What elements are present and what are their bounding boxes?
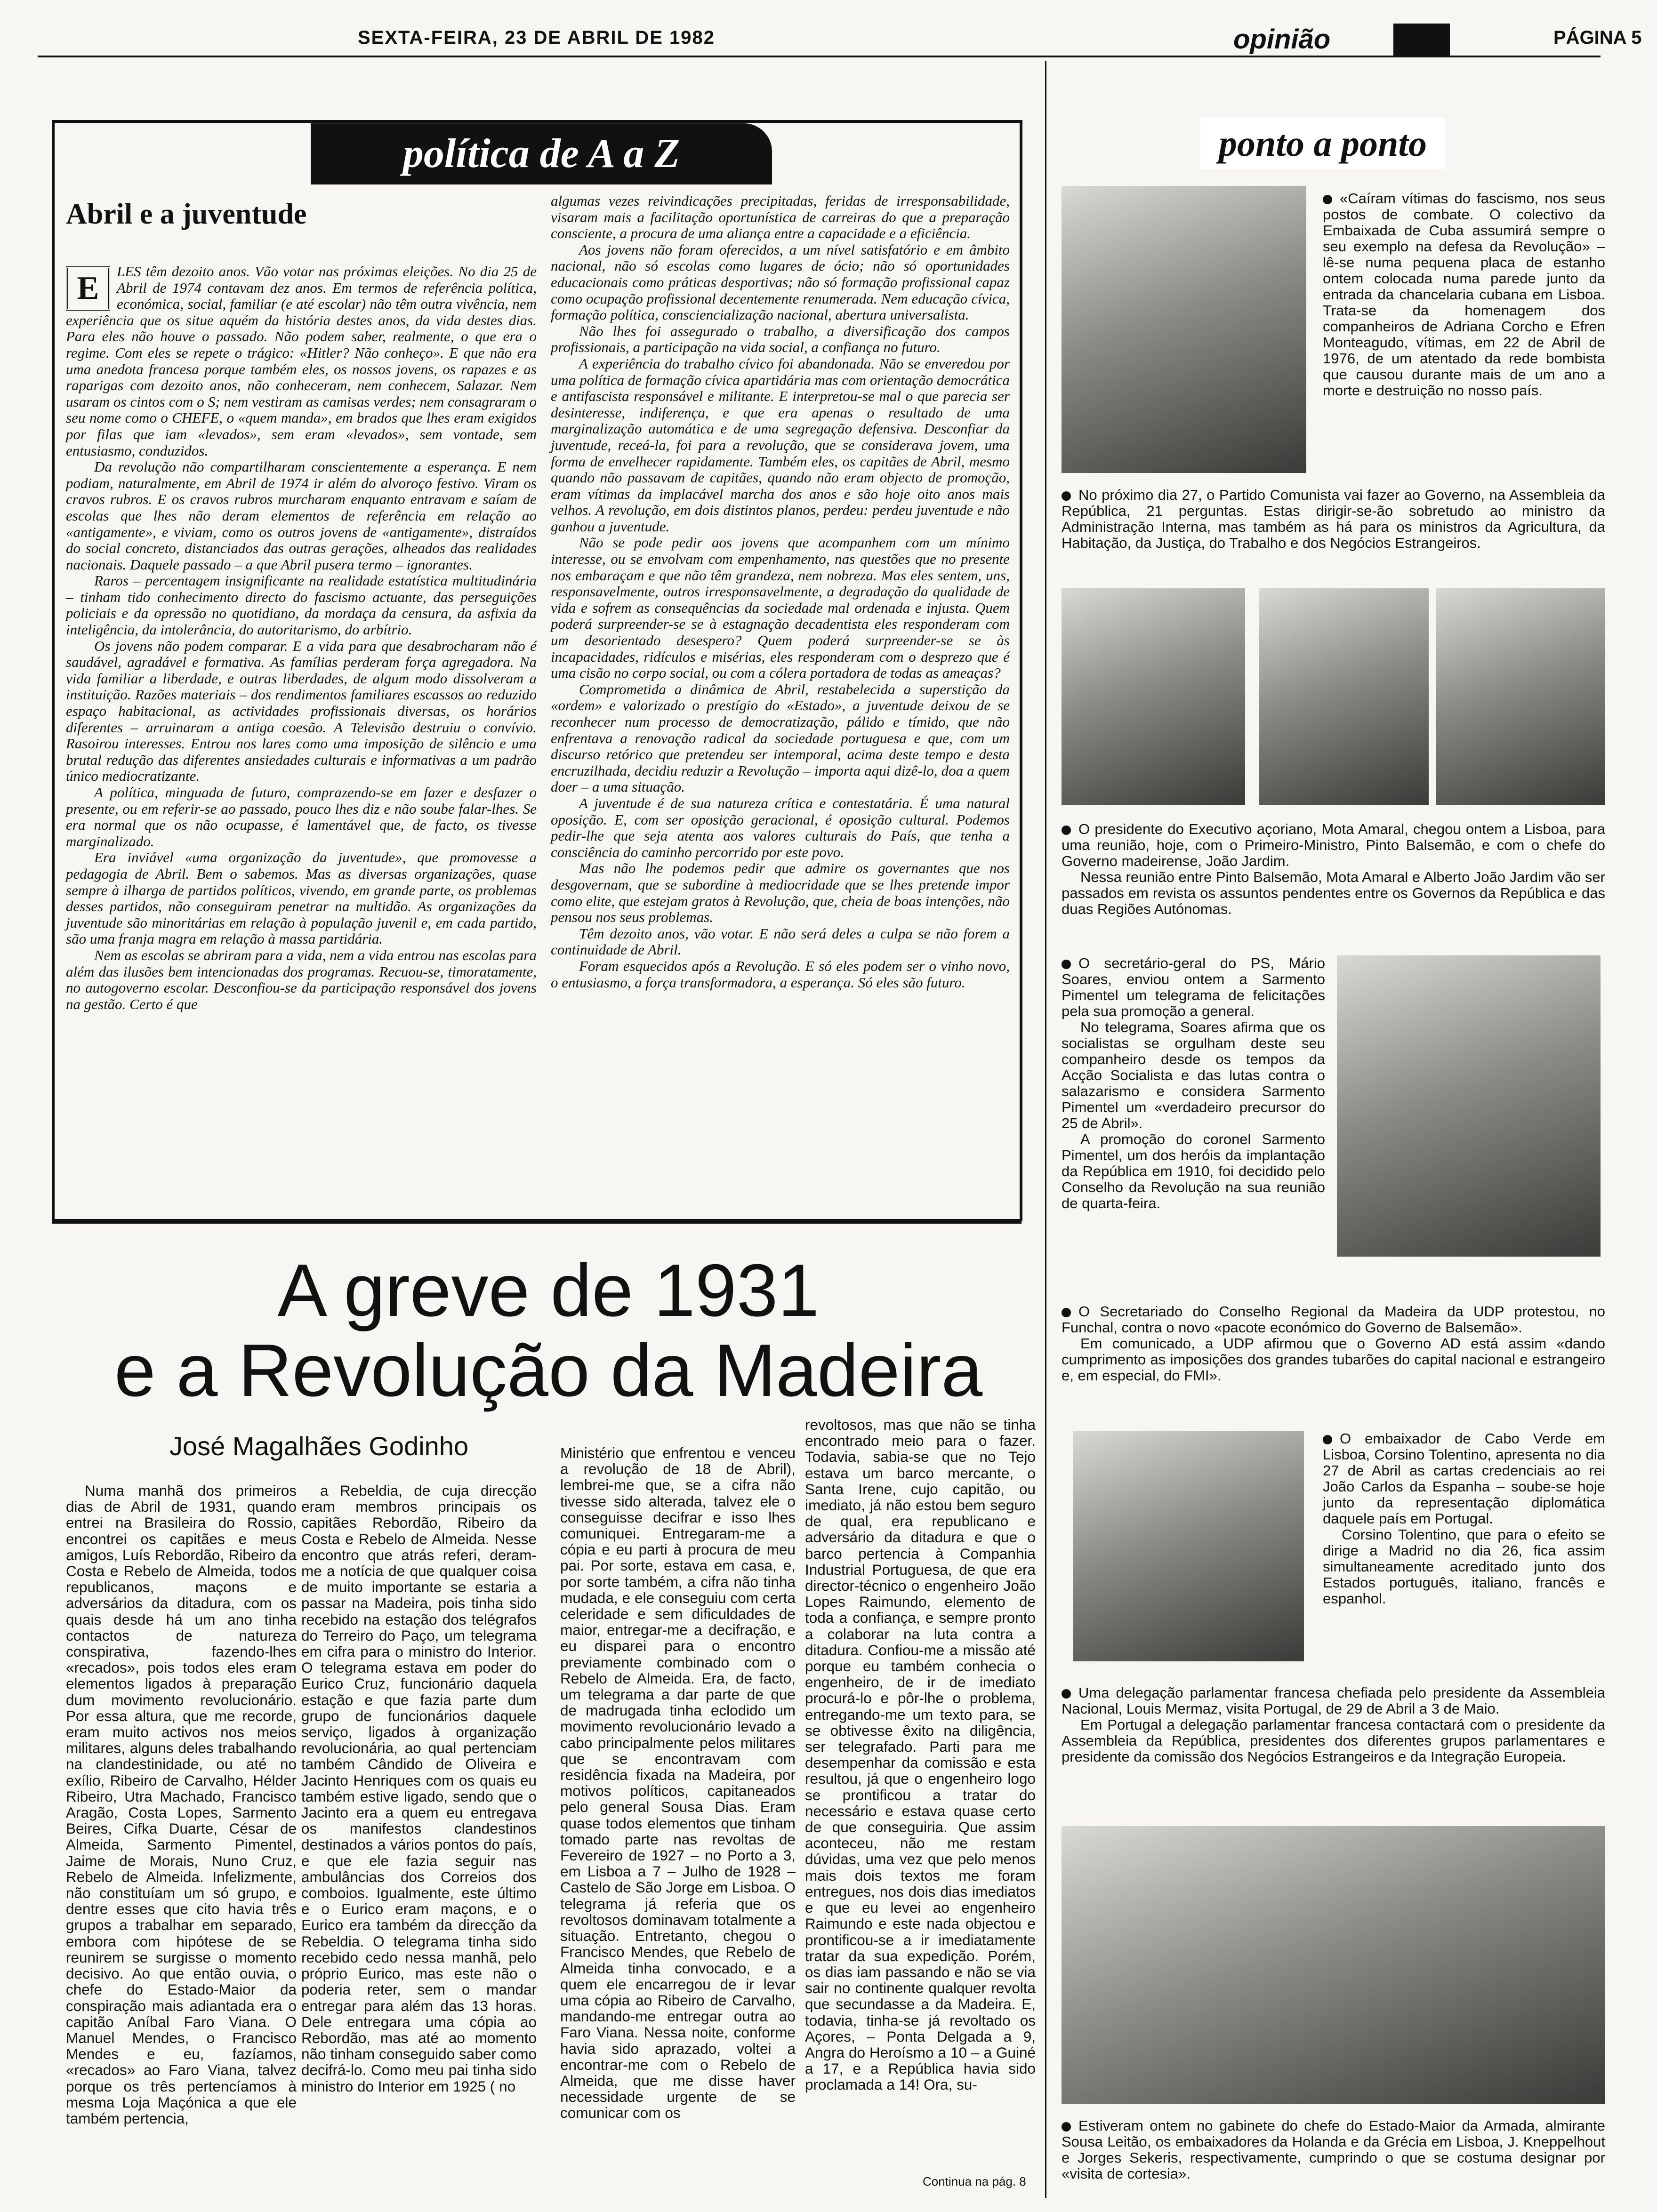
politica-banner: política de A a Z	[311, 123, 772, 184]
bottom-column-2: a Rebeldia, de cuja direcção eram membros principais os capitães Rebordão, Ribeiro da Costa e Rebelo de Almeida. Nesse encontro que atrás referi, deram-me a notícia de que qualquer coisa de muito importante se estaria a passar na Madeira, pois tinha sido recebido na estação dos telégrafos do Terreiro do Paço, um telegrama em cifra para o ministro do Interior. O telegrama estava em poder do Eurico Cruz, funcionário daquela estação e que fazia parte dum grupo de funcionários daquele serviço, ligados à organização revolucionária, ao qual pertenciam também Cândido de Oliveira e Jacinto Henriques com os quais eu também estive ligado, sendo que o Jacinto era a quem eu entregava os manifestos clandestinos destinados a vários pontos do país, e que ele fazia seguir nas ambulâncias dos Correios dos comboios. Igualmente, este último e o Eurico eram maçons, e o Eurico era também da direcção da Rebeldia. O telegrama tinha sido recebido cedo nessa manhã, pelo próprio Eurico, mas este não o poderia reter, sem o mandar entregar para além das 13 horas. Dele entregara uma cópia ao Rebordão, mas até ao momento não tinham conseguido saber como decifrá-lo. Como meu pai tinha sido ministro do Interior em 1925 ( no	[301, 1482, 537, 2095]
bullet-icon	[1062, 2122, 1071, 2132]
item-udp: O Secretariado do Conselho Regional da Madeira da UDP protestou, no Funchal, contra o novo «pacote económico do Governo de Balsemão». Em comunicado, a UDP afirmou que o Governo AD está assim «dando cumprimento as imposições dos grandes tubarões do capital nacional e estrangeiro e, em especial, do FMI».	[1062, 1303, 1605, 1384]
portrait-sarmento-pimentel	[1337, 955, 1601, 1257]
item-franca: Uma delegação parlamentar francesa chefiada pelo presidente da Assembleia Nacional, Louis Mermaz, visita Portugal, de 29 de Abril a 3 de Maio. Em Portugal a delegação parlamentar francesa contactará com o presidente da Assembleia da República, presidentes dos diferentes grupos parlamentares e presidente da comissão dos Negócios Estrangeiros e da Integração Europeia.	[1062, 1684, 1605, 1765]
bullet-icon	[1062, 825, 1071, 835]
portrait-pinto-balsemao	[1259, 588, 1429, 805]
paragraph: A experiência do trabalho cívico foi abandonada. Não se enveredou por uma política de formação cívica apartidária mas com orientação democrática e antifascista responsável e militante. E interpretou-se mal o que parecia ser desinteresse, indiferença, e que era apenas o resultado de uma marginalização automática e de uma segregação defensiva. Desconfiar da juventude, receá-la, foi para a revolução, que se considerava jovem, uma forma de envelhecer rapidamente. Também eles, os capitães de Abril, mesmo quando não passavam de capitães, quando não eram objecto de promoção, eram vítimas da implacável marcha dos anos e são hoje oito anos mais velhos. A revolução, em dois distintos planos, perdeu: perdeu juventude e não ganhou a juventude.	[551, 355, 1010, 535]
item-acores: O presidente do Executivo açoriano, Mota Amaral, chegou ontem a Lisboa, para uma reunião, hoje, com o Primeiro-Ministro, Pinto Balsemão, e com o chefe do Governo madeirense, João Jardim. Nessa reunião entre Pinto Balsemão, Mota Amaral e Alberto João Jardim vão ser passados em revista os assuntos pendentes entre os Governos da República e das duas Regiões Autónomas.	[1062, 821, 1605, 917]
paragraph: LES têm dezoito anos. Vão votar nas próximas eleições. No dia 25 de Abril de 1974 contavam dez anos. Em termos de referência política, económica, social, familiar (e até escolar) não têm outra vivência, nem experiência que os situe aquém da história destes anos, da vida destes dias. Para eles não houve o passado. Não podem saber, realmente, o que era o regime. Com eles se repete o trágico: «Hitler? Não conheço». E que não era uma anedota francesa porque também eles, os nossos jovens, os rapazes e as raparigas com dezoito anos, não conheceram, nem conhecem, Salazar. Nem usaram os cintos com o S; nem vestiram as camisas verdes; nem consagraram o seu nome como o CHEFE, o «quem manda», em brados que lhes eram exigidos por filas que iam «levados», sem eram «levados», sem vontade, sem entusiasmo, conduzidos.	[66, 263, 537, 459]
left-column-1	[66, 264, 537, 1012]
left-box-left	[52, 120, 55, 1221]
left-box-right	[1020, 120, 1022, 1221]
section-logo: opinião	[1233, 24, 1331, 55]
item-ps: O secretário-geral do PS, Mário Soares, enviou ontem a Sarmento Pimentel um telegrama de felicitações pela sua promoção a general. No telegrama, Soares afirma que os socialistas se orgulham deste seu companheiro desde os tempos da Acção Socialista e das lutas contra o salazarismo e considera Sarmento Pimentel um «verdadeiro precursor do 25 de Abril». A promoção do coronel Sarmento Pimentel, um dos heróis da implantação da República em 1910, foi decidido pelo Conselho da Revolução na sua reunião de quarta-feira.	[1062, 955, 1325, 1211]
byline: José Magalhães Godinho	[169, 1431, 469, 1461]
paragraph: Mas não lhe podemos pedir que admire os governantes que nos desgovernam, que se subordine à mediocridade que se lhes pretende impor como elite, que estejam gratos à Revolução, que, cheia de boas intenções, não pensou nos seus problemas.	[551, 860, 1010, 926]
paragraph: Não lhes foi assegurado o trabalho, a diversificação dos campos profissionais, a participação na vida social, a confiança no futuro.	[551, 322, 1010, 356]
item-cabo-verde: O embaixador de Cabo Verde em Lisboa, Corsino Tolentino, apresenta no dia 27 de Abril as cartas credenciais ao rei João Carlos da Espanha – soube-se hoje junto da representação diplomática daquele país em Portugal. Corsino Tolentino, que para o efeito se dirige a Madrid no dia 26, fica assim simultaneamente acreditado junto dos Estados português, italiano, francês e espanhol.	[1323, 1430, 1605, 1607]
bullet-icon	[1062, 960, 1071, 969]
left-column-2	[551, 193, 1010, 991]
paragraph: A juventude é de sua natureza crítica e contestatária. É uma natural oposição. E, com ser oposição geracional, é oposição cultural. Podemos pedir-lhe que seja atenta aos valores culturais do País, que tenha a consciência do caminho percorrido por este povo.	[551, 794, 1010, 860]
portrait-joao-jardim	[1436, 588, 1605, 805]
bottom-column-3: Ministério que enfrentou e venceu a revolução de 18 de Abril), lembrei-me que, se a cifra não tivesse sido alterada, talvez ele o conseguisse decifrar e isso lhes comuniquei. Entregaram-me a cópia e eu parti à procura de meu pai. Por sorte, estava em casa, e, por sorte também, a cifra não tinha mudada, e ele conseguiu com certa celeridade e sem dificuldades de maior, entregar-me a decifração, e eu disparei para o encontro previamente combinado com o Rebelo de Almeida. Era, de facto, um telegrama a dar parte de que de madrugada tinha eclodido um movimento revolucionário levado a cabo principalmente pelos militares que se encontravam com residência fixada na Madeira, por motivos políticos, capitaneados pelo general Sousa Dias. Eram quase todos elementos que tinham tomado parte nas revoltas de Fevereiro de 1927 – no Porto a 3, em Lisboa a 7 – Julho de 1928 – Castelo de São Jorge em Lisboa. O telegrama já referia que os revoltosos dominavam totalmente a situação. Entretanto, chegou o Francisco Mendes, que Rebelo de Almeida tinha convocado, e a quem ele encarregou de ir levar uma cópia ao Ribeiro de Carvalho, mandando-me entregar outra ao Faro Viana. Nessa noite, conforme havia sido aprazado, voltei a encontrar-me com o Rebelo de Almeida, que me disse haver necessidade urgente de se comunicar com os	[560, 1444, 796, 2122]
headline-line-2: e a Revolução da Madeira	[114, 1329, 983, 1412]
portrait-corsino-tolentino	[1073, 1431, 1304, 1661]
continued-note: Continua na pág. 8	[923, 2174, 1026, 2188]
paragraph: algumas vezes reivindicações precipitadas, feridas de irresponsabilidade, visaram mais a facilitação oportunística de carreiras do que a preparação consciente, a procura de uma aliança entre a capacidade e a eficiência.	[551, 192, 1010, 242]
portrait-mota-amaral	[1062, 588, 1245, 805]
item-estado-maior: Estiveram ontem no gabinete do chefe do Estado-Maior da Armada, almirante Sousa Leitão, os embaixadores da Holanda e da Grécia em Lisboa, J. Kneppelhout e Jorges Sekeris, respectivamente, cumprindo o que se costuma designar por «visita de cortesia».	[1062, 2117, 1605, 2182]
headline-line-1: A greve de 1931	[277, 1249, 820, 1332]
paragraph: Era inviável «uma organização da juventude», que promovesse a pedagogia de Abril. Bem o sabemos. Mas as diversas organizações, quase sempre à ilharga de partidos políticos, vivendo, em grande parte, os problemas desses partidos, não conseguiram penetrar na multidão. As organizações da juventude são minoritárias em relação à população juvenil e, em cada partido, são uma franja magra em relação à massa partidária.	[66, 849, 537, 947]
left-box-bottom	[52, 1219, 1022, 1224]
item-cuba: «Caíram vítimas do fascismo, nos seus postos de combate. O colectivo da Embaixada de Cuba assumirá sempre o seu exemplo na defesa da Revolução» – lê-se numa pequena placa de estanho ontem colocada numa parede junto da entrada da chancelaria cubana em Lisboa. Trata-se da homenagem dos companheiros de Adriana Corcho e Efren Monteagudo, vítimas, em 22 de Abril de 1976, de um atentado da rede bombista que causou durante mais de um ano a morte e destruição no nosso país.	[1323, 190, 1605, 399]
bullet-icon	[1062, 1689, 1071, 1699]
embassy-photo	[1062, 186, 1306, 473]
paragraph: Comprometida a dinâmica de Abril, restabelecida a superstição da «ordem» e valorizado o prestígio do «Estado», a juventude deixou de se reconhecer num processo de democratização, pálido e tímido, que não enfrentava a renovação radical da sociedade portuguesa e que, com um discurso retórico que pretendeu ser intemporal, acima deste tempo e desta encruzilhada, decidiu reduzir a Revolução – importa aqui dizê-lo, doa a quem doer – a uma situação.	[551, 681, 1010, 795]
paragraph: Não se pode pedir aos jovens que acompanhem com um mínimo interesse, ou se envolvam com empenhamento, nas questões que no presente nos embaraçam e que não têm grandeza, nem nobreza. Mas eles sentem, uns, responsavelmente, outros irresponsavelmente, a degradação da qualidade de vida e sofrem as consequências da sociedade mal ordenada e injusta. Quem poderá surpreender-se se à estagnação decadentista eles responderam com um desorientado desespero? Quem poderá surpreender-se se às incapacidades, ridículos e misérias, eles responderam com o desprezo que é uma cisão no corpo social, ou com a cólera portadora de todas as ameaças?	[551, 534, 1010, 681]
paragraph: Raros – percentagem insignificante na realidade estatística multitudinária – tinham tido conhecimento directo do fascismo actuante, das perseguições policiais e da opressão no quotidiano, da mordaça da censura, da asfixia da inteligência, da intolerância, do autoritarismo, do arbítrio.	[66, 572, 537, 638]
paragraph: Os jovens não podem comparar. E a vida para que desabrocharam não é saudável, agradável e formativa. As famílias perderam força agregadora. Na vida familiar a liberdade, e outras liberdades, de algum modo dissolveram a instituição. Razões materiais – dos rendimentos familiares escassos ao reduzido espaço habitacional, as actividades profissionais diversas, os horários diferentes – arruinaram a antiga coesão. A Televisão destruiu o convívio. Rasoirou interesses. Entrou nos lares como uma imposição de silêncio e uma brutal redução das diferentes ansiedades culturais e informativas a um padrão único mediocratizante.	[66, 637, 537, 785]
bottom-column-4: revoltosos, mas que não se tinha encontrado meio para o fazer. Todavia, sabia-se que no Tejo estava um barco mercante, o Santa Irene, cujo capitão, ou imediato, já não estou bem seguro de qual, era republicano e adversário da ditadura e que o barco pertencia à Companhia Industrial Portuguesa, de que era director-técnico o engenheiro João Lopes Raimundo, elemento de toda a confiança, e sempre pronto a colaborar na luta contra a ditadura. Confiou-me a missão até porque eu também conhecia o engenheiro, de ir de imediato procurá-lo e pôr-lhe o problema, entregando-me um texto para, se se obtivesse êxito na diligência, ser telegrafado. Parti para me desempenhar da comissão e esta resultou, já que o engenheiro logo se prontificou a tratar do necessário e estava quase certo de que conseguiria. Que assim aconteceu, não me restam dúvidas, uma vez que pelo menos mais dois textos me foram entregues, nos dois dias imediatos e que eu levei ao engenheiro Raimundo e este nada objectou e prontificou-se a ir imediatamente tratar da sua expedição. Porém, os dias iam passando e não se via sair no continente qualquer revolta que secundasse a da Madeira. E, todavia, tinha-se já revoltado os Açores, – Ponta Delgada a 9, Angra do Heroísmo a 10 – a Guiné a 17, e a República havia sido proclamada a 14! Ora, su-	[805, 1416, 1036, 2093]
bullet-icon	[1323, 1435, 1332, 1444]
paragraph: Nem as escolas se abriram para a vida, nem a vida entrou nas escolas para além das ilusões bem intencionadas dos programas. Recuou-se, timoratamente, no autogoverno escolar. Desconfiou-se da participação responsável dos jovens na gestão. Certo é que	[66, 946, 537, 1012]
left-box-top	[52, 120, 1022, 123]
right-section-divider	[1045, 61, 1046, 2198]
masthead-date: SEXTA-FEIRA, 23 DE ABRIL DE 1982	[358, 27, 715, 48]
page-number: PÁGINA 5	[1553, 27, 1642, 48]
bullet-icon	[1062, 1308, 1071, 1317]
paragraph: Aos jovens não foram oferecidos, a um nível satisfatório e em âmbito nacional, não só escolas como lugares de ócio; não só oportunidades educacionais como práticas desportivas; não só formação profissional capaz como ocupação profissional decentemente renumerada. Nem educação cívica, formação política, consciencialização nacional, abertura universalista.	[551, 241, 1010, 323]
section-emblem-icon	[1393, 24, 1450, 56]
paragraph: Têm dezoito anos, vão votar. E não será deles a culpa se não forem a continuidade de Abril.	[551, 925, 1010, 958]
dropcap: E	[66, 266, 110, 311]
item-pcp: No próximo dia 27, o Partido Comunista vai fazer ao Governo, na Assembleia da República, 21 perguntas. Estas dirigir-se-ão sobretudo ao ministro da Administração Interna, mas também as há para os ministros da Agricultura, da Habitação, da Justiça, do Trabalho e dos Negócios Estrangeiros.	[1062, 487, 1605, 551]
masthead-rule	[38, 56, 1601, 57]
paragraph: Foram esquecidos após a Revolução. E só eles podem ser o vinho novo, o entusiasmo, a força transformadora, a esperança. Só eles são futuro.	[551, 957, 1010, 991]
paragraph: Da revolução não compartilharam conscientemente a esperança. E nem podiam, naturalmente, em Abril de 1974 ir além do alvoroço festivo. Viram os cravos rubros. E os cravos rubros murcharam enquanto entravam e saíam de escolas que lhes não deram elementos de referência em relação ao «antigamente», e viviam, como os outros jovens de «antigamente», distraídos do social concreto, distanciados das outras gerações, alheados das realidades nacionais. Daquele passado – a que Abril pusera termo – ignorantes.	[66, 458, 537, 573]
bullet-icon	[1323, 195, 1332, 204]
article-title: Abril e a juventude	[66, 198, 307, 230]
paragraph: A política, minguada de futuro, comprazendo-se em fazer e desfazer o presente, ou em referir-se ao passado, pouco lhes diz e não soube falar-lhes. Se era normal que os não ocupasse, é lamentável que, de facto, os tivesse marginalizado.	[66, 784, 537, 850]
diplomats-photo	[1062, 1826, 1605, 2104]
bottom-column-1: Numa manhã dos primeiros dias de Abril de 1931, quando entrei na Brasileira do Rossio, encontrei os capitães e meus amigos, Luís Rebordão, Ribeiro da Costa e Rebelo de Almeida, todos republicanos, maçons e adversários da ditadura, com os quais desde há um ano tinha contactos de natureza conspirativa, fazendo-lhes «recados», pois todos eles eram elementos ligados à preparação dum movimento revolucionário. Por essa altura, que me recorde, eram muito activos nos meios militares, alguns deles trabalhando na clandestinidade, ou até no exílio, Ribeiro de Carvalho, Hélder Ribeiro, Utra Machado, Francisco Aragão, Costa Lopes, Sarmento Beires, Cifka Duarte, César de Almeida, Sarmento Pimentel, Jaime de Morais, Nuno Cruz, Rebelo de Almeida. Infelizmente, não constituíam um só grupo, e dentre esses que cito havia três grupos a trabalhar em separado, embora com hipótese de se reunirem se surgisse o momento decisivo. Ao que então ouvia, o chefe do Estado-Maior da conspiração mais adiantada era o capitão Aníbal Faro Viana. O Manuel Mendes, o Francisco Mendes e eu, fazíamos, «recados» ao Faro Viana, talvez porque os três pertencíamos à mesma Loja Maçónica a que ele também pertencia,	[66, 1482, 297, 2127]
ponto-banner: ponto a ponto	[1200, 118, 1445, 169]
bullet-icon	[1062, 491, 1071, 501]
